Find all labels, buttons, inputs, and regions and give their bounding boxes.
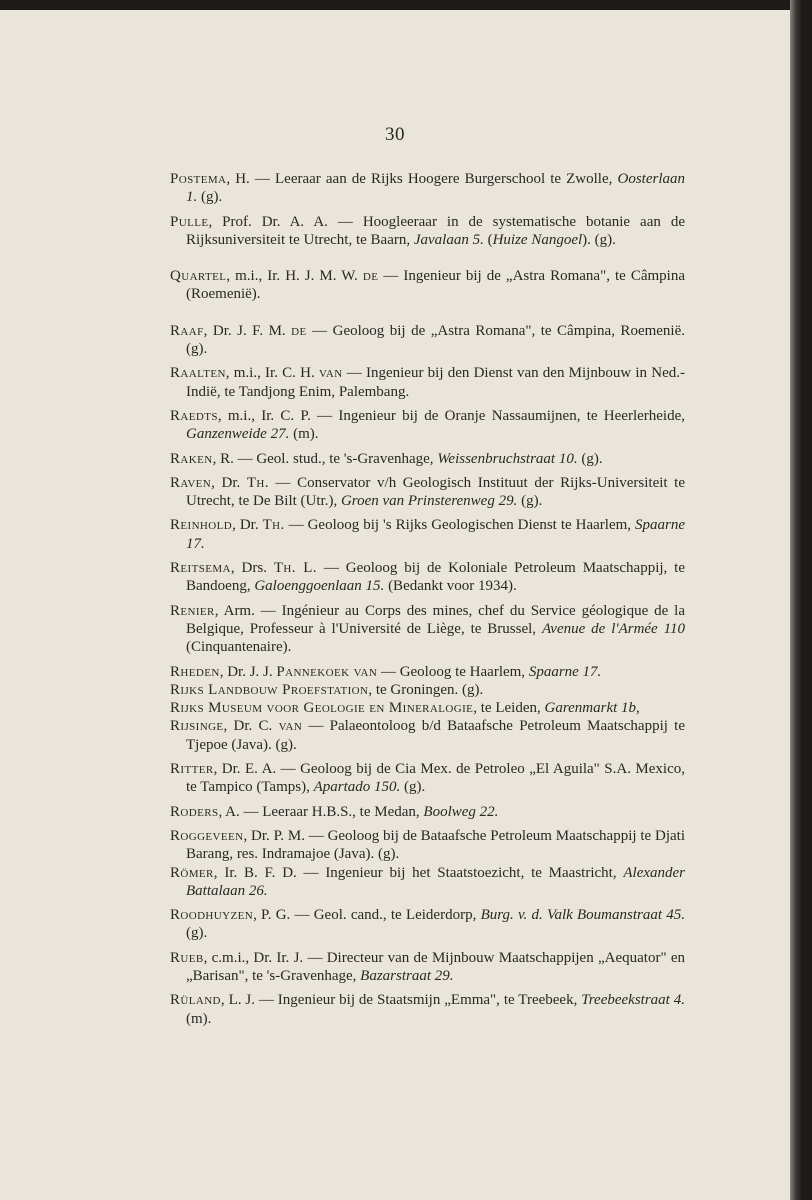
list-entry: Reitsema, Drs. Th. L. — Geoloog bij de Koloniale Petroleum Maatschappij, te Bandoeng, Galoenggoenlaan 15. (Bedankt voor 1934).: [170, 560, 686, 595]
entry-name: Rüland: [170, 992, 221, 1009]
entry-name: Quartel: [170, 268, 227, 285]
entry-name: Rijks Landbouw Proefstation: [170, 681, 369, 698]
list-entry: Raken, R. — Geol. stud., te 's-Gravenhage, Weissenbruchstraat 10. (g).: [170, 450, 603, 467]
list-entry: Renier, Arm. — Ingénieur au Corps des mines, chef du Service géologique de la Belgique, Professeur à l'Université de Liège, te Brussel, Avenue de l'Armée 110 (Cinquantenaire).: [170, 602, 685, 656]
page-number: 30: [385, 124, 405, 145]
list-entry: Rueb, c.m.i., Dr. Ir. J. — Directeur van de Mijnbouw Maatschappijen „Aequator" en „Barisan", te 's-Gravenhage, Bazarstraat 29.: [170, 949, 685, 984]
entry-name: Rheden: [170, 663, 220, 680]
list-entry: Quartel, m.i., Ir. H. J. M. W. de — Ingenieur bij de „Astra Romana", te Câmpina (Roemenië).: [170, 268, 686, 303]
entry-name: Raaf: [170, 322, 204, 339]
list-entry: Rheden, Dr. J. J. Pannekoek van — Geoloog te Haarlem, Spaarne 17.: [170, 663, 602, 680]
entry-name: Postema: [170, 171, 227, 187]
list-entry: Roggeveen, Dr. P. M. — Geoloog bij de Bataafsche Petroleum Maatschappij te Djati Barang, res. Indramajoe (Java). (g).: [170, 827, 685, 863]
entry-name: Roggeveen: [170, 827, 244, 844]
list-entry: Rijks Museum voor Geologie en Mineralogie, te Leiden, Garenmarkt 1b,: [170, 700, 640, 717]
list-entry: Raven, Dr. Th. — Conservator v/h Geologisch Instituut der Rijks-Universiteit te Utrecht, te De Bilt (Utr.), Groen van Prinsterenweg 29. (g).: [170, 474, 685, 510]
entry-name: Ritter: [170, 761, 214, 778]
scan-border-top: [0, 0, 812, 10]
entry-name: Roodhuyzen: [170, 907, 254, 924]
entry-name: Raken: [170, 450, 213, 467]
scan-border-right: [790, 0, 812, 1200]
entry-name: Raven: [170, 474, 212, 491]
entry-name: Raalten: [170, 365, 226, 382]
entry-name: Rueb: [170, 949, 204, 966]
entry-name: Renier: [170, 602, 215, 619]
list-entry: Rijsinge, Dr. C. van — Palaeontoloog b/d Bataafsche Petroleum Maatschappij te Tjepoe (Java). (g).: [170, 718, 685, 753]
entry-name: Reinhold: [170, 517, 233, 534]
list-entry: Raaf, Dr. J. F. M. de — Geoloog bij de „Astra Romana", te Câmpina, Roemenië. (g).: [170, 322, 685, 358]
list-entry: Roodhuyzen, P. G. — Geol. cand., te Leiderdorp, Burg. v. d. Valk Boumanstraat 45. (g).: [170, 907, 685, 942]
entry-name: Pulle: [170, 213, 209, 230]
list-entry: Pulle, Prof. Dr. A. A. — Hoogleeraar in de systematische botanie aan de Rijksuniversiteit te Utrecht, te Baarn, Javalaan 5. (Huize Nangoel). (g).: [170, 213, 685, 248]
entry-name: Rijsinge: [170, 718, 224, 735]
entry-name: Roders: [170, 803, 219, 820]
list-entry: Roders, A. — Leeraar H.B.S., te Medan, Boolweg 22.: [170, 803, 499, 820]
entry-name: Rijks Museum voor Geologie en Mineralogie: [170, 700, 474, 717]
list-entry: Römer, Ir. B. F. D. — Ingenieur bij het Staatstoezicht, te Maastricht, Alexander Battalaan 26.: [170, 864, 685, 899]
list-entry: Raalten, m.i., Ir. C. H. van — Ingenieur bij den Dienst van den Mijnbouw in Ned.-Indië, te Tandjong Enim, Palembang.: [170, 365, 685, 400]
list-entry: Raedts, m.i., Ir. C. P. — Ingenieur bij de Oranje Nassaumijnen, te Heerlerheide, Ganzenweide 27. (m).: [170, 407, 685, 443]
list-entry: Rijks Landbouw Proefstation, te Groningen. (g).: [170, 681, 484, 698]
list-entry: Ritter, Dr. E. A. — Geoloog bij de Cia Mex. de Petroleo „El Aguila" S.A. Mexico, te Tampico (Tamps), Apartado 150. (g).: [170, 761, 685, 796]
entry-name: Raedts: [170, 407, 218, 424]
list-entry: Reinhold, Dr. Th. — Geoloog bij 's Rijks Geologischen Dienst te Haarlem, Spaarne 17.: [170, 517, 686, 552]
entry-name: Reitsema: [170, 560, 231, 577]
list-entry: Rüland, L. J. — Ingenieur bij de Staatsmijn „Emma", te Treebeek, Treebeekstraat 4. (m).: [170, 992, 685, 1027]
list-entry: Postema, H. — Leeraar aan de Rijks Hoogere Burgerschool te Zwolle, Oosterlaan 1. (g).: [170, 171, 685, 206]
member-list: [170, 170, 685, 1028]
entry-name: Römer: [170, 864, 214, 881]
